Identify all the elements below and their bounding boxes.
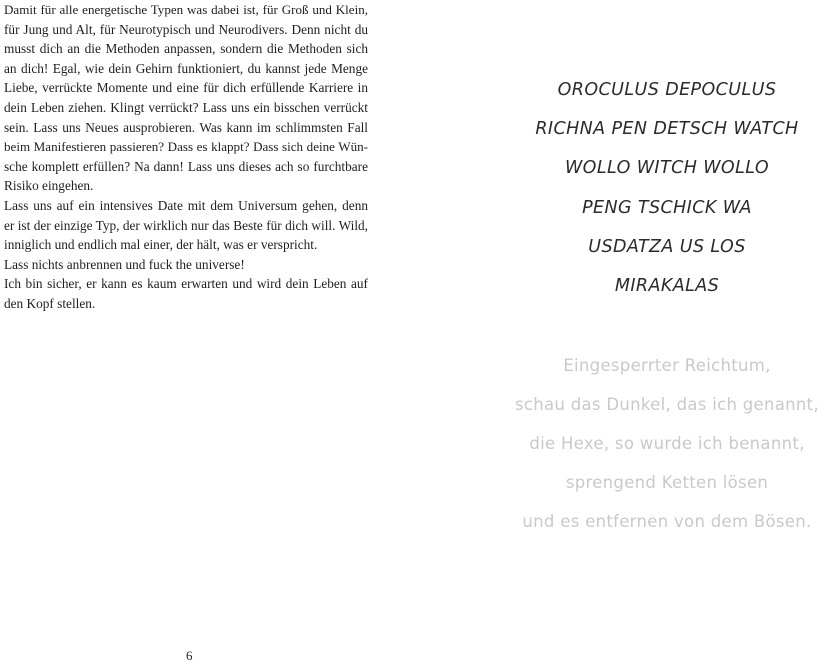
body-text (4, 0, 368, 314)
text-line: für Jung und Alt, für Neurotypisch und Neurodivers. Denn nicht du (4, 21, 368, 37)
left-page (4, 0, 368, 664)
text-line: sein. Lass uns Neues ausprobieren. Was kann im schlimmsten Fall (4, 119, 368, 135)
spell-line: WOLLO WITCH WOLLO (564, 158, 770, 178)
text-line: musst dich an die Methoden anpassen, sondern die Methoden sich (4, 41, 368, 57)
text-line: er ist der einzige Typ, der wirklich nur das Beste für dich will. Wild, (4, 217, 368, 233)
poem-line: und es entfernen von dem Bösen. (522, 512, 812, 531)
text-line: an dich! Egal, wie dein Gehirn funktioniert, du kannst jede Menge (4, 60, 368, 76)
text-line: Liebe, verrückte Momente und eine für dich erfüllende Karriere in (4, 80, 368, 96)
spell-line: USDATZA US LOS (588, 237, 746, 257)
poem-line: sprengend Ketten lösen (565, 473, 769, 492)
text-line: beim Manifestieren passieren? Dass es klappt? Dass sich deine Wün- (4, 139, 368, 155)
text-line: sche komplett erfüllen? Na dann! Lass uns dieses ach so furchtbare (4, 158, 368, 174)
poem-line: Eingesperrter Reichtum, (563, 356, 771, 375)
text-line: den Kopf stellen. (4, 295, 96, 311)
text-line: inniglich und endlich mal einer, der hält, was er verspricht. (4, 237, 318, 253)
page-number: 6 (186, 648, 193, 663)
right-page (500, 0, 834, 664)
spell-line: RICHNA PEN DETSCH WATCH (535, 119, 799, 139)
text-line: Ich bin sicher, er kann es kaum erwarten und wird dein Leben auf (4, 276, 368, 292)
spell-line: MIRAKALAS (614, 276, 720, 296)
spell-line: PENG TSCHICK WA (582, 198, 752, 218)
text-line: dein Leben ziehen. Klingt verrückt? Lass uns ein bisschen verrückt (4, 99, 368, 115)
poem-line: die Hexe, so wurde ich benannt, (529, 434, 805, 453)
text-line: Risiko eingehen. (4, 178, 94, 194)
poem-line: schau das Dunkel, das ich genannt, (515, 395, 819, 414)
text-line: Lass nichts anbrennen und fuck the universe! (4, 256, 245, 272)
spell-line: OROCULUS DEPOCULUS (557, 80, 777, 100)
text-line: Lass uns auf ein intensives Date mit dem Universum gehen, denn (4, 197, 368, 213)
text-line: Damit für alle energetische Typen was dabei ist, für Groß und Klein, (4, 2, 368, 17)
